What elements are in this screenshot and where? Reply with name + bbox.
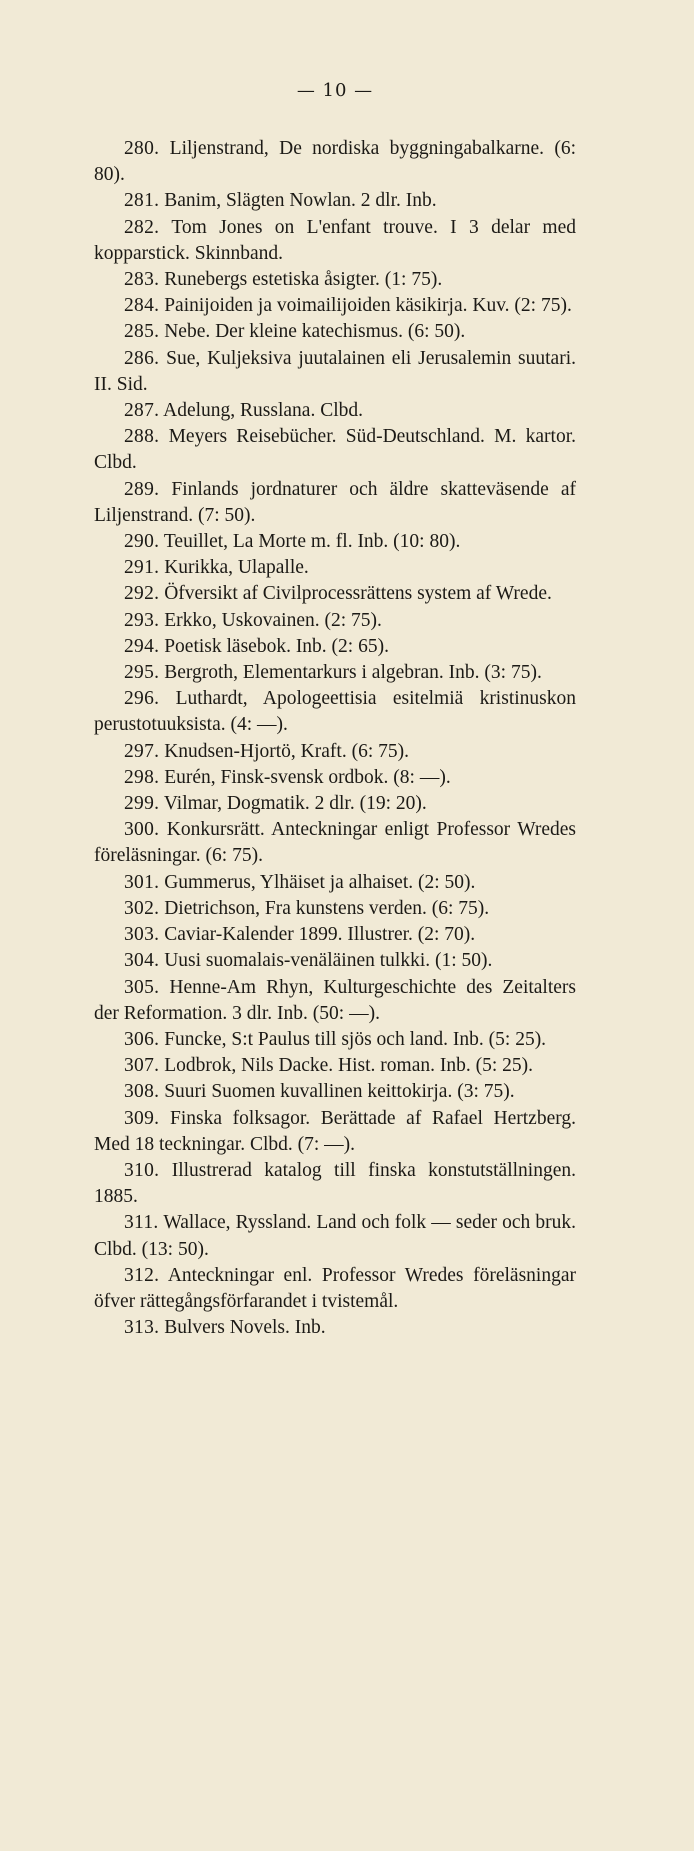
entry-number: 301.: [124, 871, 160, 893]
entry-text: Uusi suomalais-venäläinen tulkki. (1: 50).: [164, 950, 493, 972]
catalog-entry: [94, 1158, 576, 1210]
entry-number: 311.: [124, 1212, 159, 1234]
entry-text: Dietrichson, Fra kunstens verden. (6: 75).: [164, 897, 490, 919]
entry-number: 292.: [124, 583, 160, 605]
entry-text: Bulvers Novels. Inb.: [164, 1317, 326, 1339]
entry-number: 306.: [124, 1028, 160, 1050]
entry-number: 312.: [124, 1264, 160, 1286]
catalog-entry: [94, 1210, 576, 1262]
entry-number: 287.: [124, 400, 160, 422]
entry-number: 291.: [124, 557, 160, 579]
entry-number: 304.: [124, 950, 160, 972]
entry-number: 295.: [124, 662, 160, 684]
entry-number: 282.: [124, 216, 160, 238]
catalog-entry: [94, 608, 576, 634]
catalog-entry: [94, 739, 576, 765]
entry-text: Banim, Slägten Nowlan. 2 dlr. Inb.: [164, 190, 437, 212]
entry-text: Lodbrok, Nils Dacke. Hist. roman. Inb. (5: 25).: [164, 1055, 534, 1077]
catalog-entry: [94, 634, 576, 660]
entry-text: Runebergs estetiska åsigter. (1: 75).: [164, 269, 443, 291]
catalog-entry: [94, 922, 576, 948]
catalog-entry: [94, 1079, 576, 1105]
entry-text: Poetisk läsebok. Inb. (2: 65).: [164, 635, 389, 657]
entry-text: Teuillet, La Morte m. fl. Inb. (10: 80).: [163, 531, 461, 553]
entry-text: Painijoiden ja voimailijoiden käsikirja. Kuv. (2: 75).: [164, 295, 572, 317]
entry-text: Gummerus, Ylhäiset ja alhaiset. (2: 50).: [164, 871, 476, 893]
catalog-entry: [94, 817, 576, 869]
catalog-entry: [94, 529, 576, 555]
entry-number: 289.: [124, 478, 160, 500]
entry-text: Illustrerad katalog till finska konstutställningen. 1885.: [94, 1159, 576, 1208]
page-number: — 10 —: [296, 80, 374, 101]
entry-text: Funcke, S:t Paulus till sjös och land. Inb. (5: 25).: [164, 1028, 547, 1050]
entry-text: Eurén, Finsk-svensk ordbok. (8: —).: [164, 766, 451, 788]
entry-list: [94, 136, 576, 1341]
catalog-entry: [94, 188, 576, 214]
entry-number: 284.: [124, 295, 160, 317]
catalog-entry: [94, 319, 576, 345]
entry-text: Finlands jordnaturer och äldre skatteväsende af Liljenstrand. (7: 50).: [94, 478, 577, 526]
entry-text: Konkursrätt. Anteckningar enligt Professor Wredes föreläsningar. (6: 75).: [94, 819, 576, 867]
entry-number: 280.: [124, 138, 160, 159]
catalog-entry: [94, 424, 576, 476]
entry-number: 288.: [124, 426, 160, 448]
catalog-entry: [94, 765, 576, 791]
entry-text: Meyers Reisebücher. Süd-Deutschland. M. kartor. Clbd.: [94, 426, 576, 474]
catalog-entry: [94, 398, 576, 424]
entry-text: Henne-Am Rhyn, Kulturgeschichte des Zeitalters der Reformation. 3 dlr. Inb. (50: —).: [94, 976, 577, 1024]
entry-number: 305.: [124, 976, 160, 998]
catalog-entry: [94, 791, 576, 817]
entry-text: Anteckningar enl. Professor Wredes föreläsningar öfver rättegångsförfarandet i tvistemål.: [94, 1264, 576, 1312]
catalog-entry: [94, 555, 576, 581]
entry-text: Finska folksagor. Berättade af Rafael Hertzberg. Med 18 teckningar. Clbd. (7: —).: [94, 1107, 576, 1155]
entry-text: Wallace, Ryssland. Land och folk — seder och bruk. Clbd. (13: 50).: [94, 1212, 576, 1260]
entry-text: Knudsen-Hjortö, Kraft. (6: 75).: [164, 740, 409, 762]
entry-text: Luthardt, Apologeettisia esitelmiä kristinuskon perustotuuksista. (4: —).: [94, 688, 576, 736]
entry-number: 283.: [124, 269, 160, 291]
entry-text: Bergroth, Elementarkurs i algebran. Inb. (3: 75).: [164, 662, 542, 684]
catalog-entry: [94, 660, 576, 686]
entry-text: Vilmar, Dogmatik. 2 dlr. (19: 20).: [163, 793, 427, 815]
catalog-entry: [94, 581, 576, 607]
entry-number: 310.: [124, 1159, 160, 1181]
catalog-entry: [94, 346, 576, 398]
catalog-entry: [94, 1053, 576, 1079]
entry-number: 298.: [124, 766, 160, 788]
entry-number: 294.: [124, 635, 160, 657]
catalog-entry: [94, 1027, 576, 1053]
entry-number: 297.: [124, 740, 160, 762]
entry-text: Öfversikt af Civilprocessrättens system af Wrede.: [164, 583, 552, 605]
entry-text: Kurikka, Ulapalle.: [164, 557, 309, 579]
entry-number: 309.: [124, 1107, 160, 1129]
catalog-entry: [94, 975, 576, 1027]
catalog-entry: [94, 293, 576, 319]
catalog-entry: [94, 686, 576, 738]
entry-text: Erkko, Uskovainen. (2: 75).: [164, 609, 382, 631]
entry-number: 302.: [124, 897, 160, 919]
catalog-entry: [94, 948, 576, 974]
entry-text: Adelung, Russlana. Clbd.: [163, 400, 364, 422]
entry-number: 307.: [124, 1055, 160, 1077]
catalog-entry: [94, 477, 576, 529]
entry-number: 290.: [124, 531, 160, 553]
catalog-entry: [94, 896, 576, 922]
catalog-entry: [94, 870, 576, 896]
entry-text: Liljenstrand, De nordiska byggningabalkarne. (6: 80).: [94, 138, 576, 186]
catalog-entry: [94, 215, 576, 267]
catalog-entry: [94, 1106, 576, 1158]
catalog-entry: [94, 1263, 576, 1315]
entry-number: 300.: [124, 819, 160, 841]
entry-text: Nebe. Der kleine katechismus. (6: 50).: [164, 321, 466, 343]
entry-number: 286.: [124, 347, 160, 369]
catalog-entry: [94, 136, 576, 188]
entry-number: 299.: [124, 793, 160, 815]
entry-text: Suuri Suomen kuvallinen keittokirja. (3: 75).: [164, 1081, 515, 1103]
entry-number: 293.: [124, 609, 160, 631]
entry-number: 296.: [124, 688, 160, 710]
catalog-entry: [94, 1315, 576, 1341]
entry-number: 313.: [124, 1317, 160, 1339]
entry-text: Tom Jones on L'enfant trouve. I 3 delar med kopparstick. Skinnband.: [94, 216, 576, 264]
entry-text: Caviar-Kalender 1899. Illustrer. (2: 70).: [164, 924, 476, 946]
entry-text: Sue, Kuljeksiva juutalainen eli Jerusalemin suutari. II. Sid.: [94, 347, 576, 395]
entry-number: 303.: [124, 924, 160, 946]
entry-number: 308.: [124, 1081, 160, 1103]
catalog-entry: [94, 267, 576, 293]
entry-number: 281.: [124, 190, 160, 212]
entry-number: 285.: [124, 321, 160, 343]
